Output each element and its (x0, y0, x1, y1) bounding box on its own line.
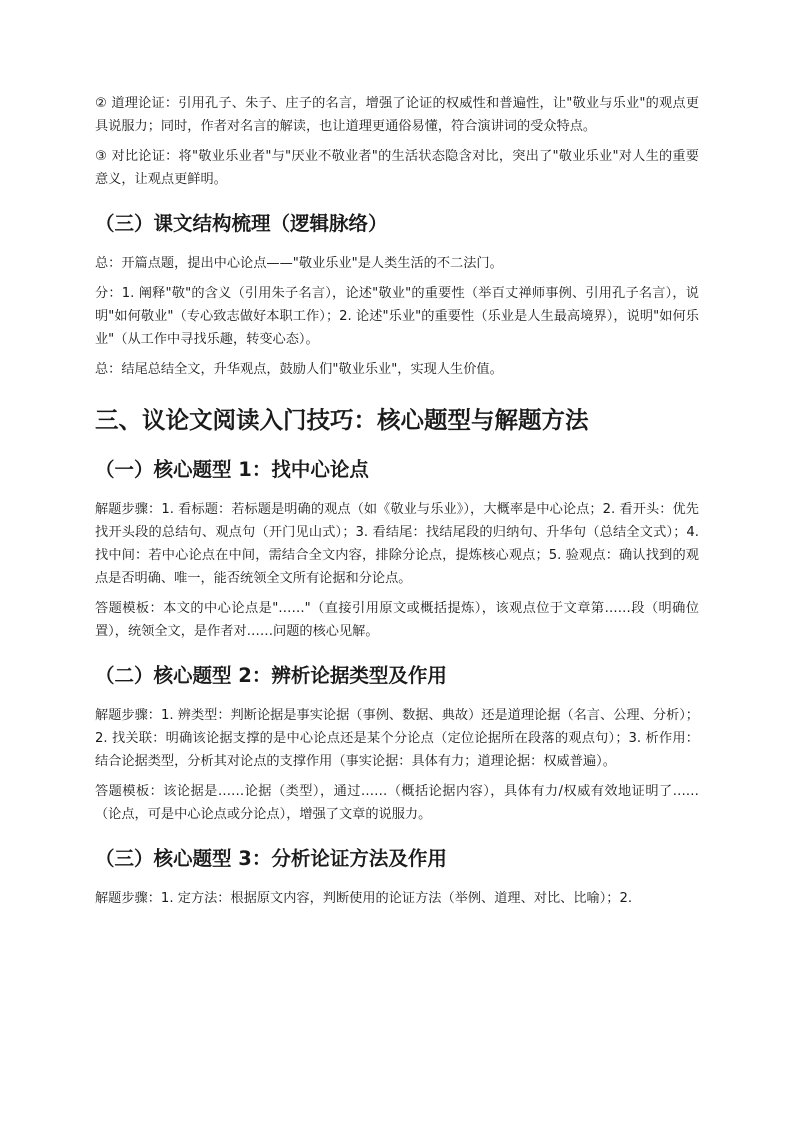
paragraph-structure-conclusion: 总：结尾总结全文，升华观点，鼓励人们"敬业乐业"，实现人生价值。 (95, 362, 503, 377)
paragraph-structure-intro: 总：开篇点题，提出中心论点——"敬业乐业"是人类生活的不二法门。 (95, 256, 503, 271)
heading-section-three: 三、议论文阅读入门技巧：核心题型与解题方法 (95, 406, 589, 434)
heading-question-type-3: （三）核心题型 3：分析论证方法及作用 (95, 847, 447, 870)
heading-question-type-1: （一）核心题型 1：找中心论点 (95, 458, 369, 481)
paragraph-type1-template: 答题模板：本文的中心论点是"……"（直接引用原文或概括提炼），该观点位于文章第……段（明确位置），统领全文，是作者对……问题的核心见解。 (95, 601, 699, 639)
document-page (95, 92, 699, 917)
paragraph-type3-steps: 解题步骤：1. 定方法：根据原文内容，判断使用的论证方法（举例、道理、对比、比喻）；2. (95, 891, 633, 906)
paragraph-type2-template: 答题模板：该论据是……论据（类型），通过……（概括论据内容），具体有力/权威有效地证明了……（论点，可是中心论点或分论点），增强了文章的说服力。 (95, 784, 699, 822)
paragraph-contrast-argument: ③ 对比论证：将"敬业乐业者"与"厌业不敬业者"的生活状态隐含对比，突出了"敬业乐业"对人生的重要意义，让观点更鲜明。 (95, 149, 699, 187)
heading-structure: （三）课文结构梳理（逻辑脉络） (95, 212, 388, 235)
heading-question-type-2: （二）核心题型 2：辨析论据类型及作用 (95, 664, 447, 687)
paragraph-type1-steps: 解题步骤：1. 看标题：若标题是明确的观点（如《敬业与乐业》），大概率是中心论点；2. 看开头：优先找开头段的总结句、观点句（开门见山式）；3. 看结尾：找结尾段的归纳句、升华句（总结全文式）；4. 找中间：若中心论点在中间，需结合全文内容，排除分论点，提炼核心观点；5. 验观点：确认找到的观点是否明确、唯一，能否统领全文所有论据和分论点。 (95, 502, 699, 586)
paragraph-type2-steps: 解题步骤：1. 辨类型：判断论据是事实论据（事例、数据、典故）还是道理论据（名言、公理、分析）；2. 找关联：明确该论据支撑的是中心论点还是某个分论点（定位论据所在段落的观点句）；3. 析作用：结合论据类型，分析其对论点的支撑作用（事实论据：具体有力；道理论据：权威普遍）。 (95, 708, 699, 769)
paragraph-reasoning-argument: ② 道理论证：引用孔子、朱子、庄子的名言，增强了论证的权威性和普遍性，让"敬业与乐业"的观点更具说服力；同时，作者对名言的解读，也让道理更通俗易懂，符合演讲词的受众特点。 (95, 96, 699, 134)
paragraph-structure-body: 分：1. 阐释"敬"的含义（引用朱子名言），论述"敬业"的重要性（举百丈禅师事例、引用孔子名言），说明"如何敬业"（专心致志做好本职工作）；2. 论述"乐业"的重要性（乐业是人生最高境界），说明"如何乐业"（从工作中寻找乐趣，转变心态）。 (95, 286, 699, 347)
